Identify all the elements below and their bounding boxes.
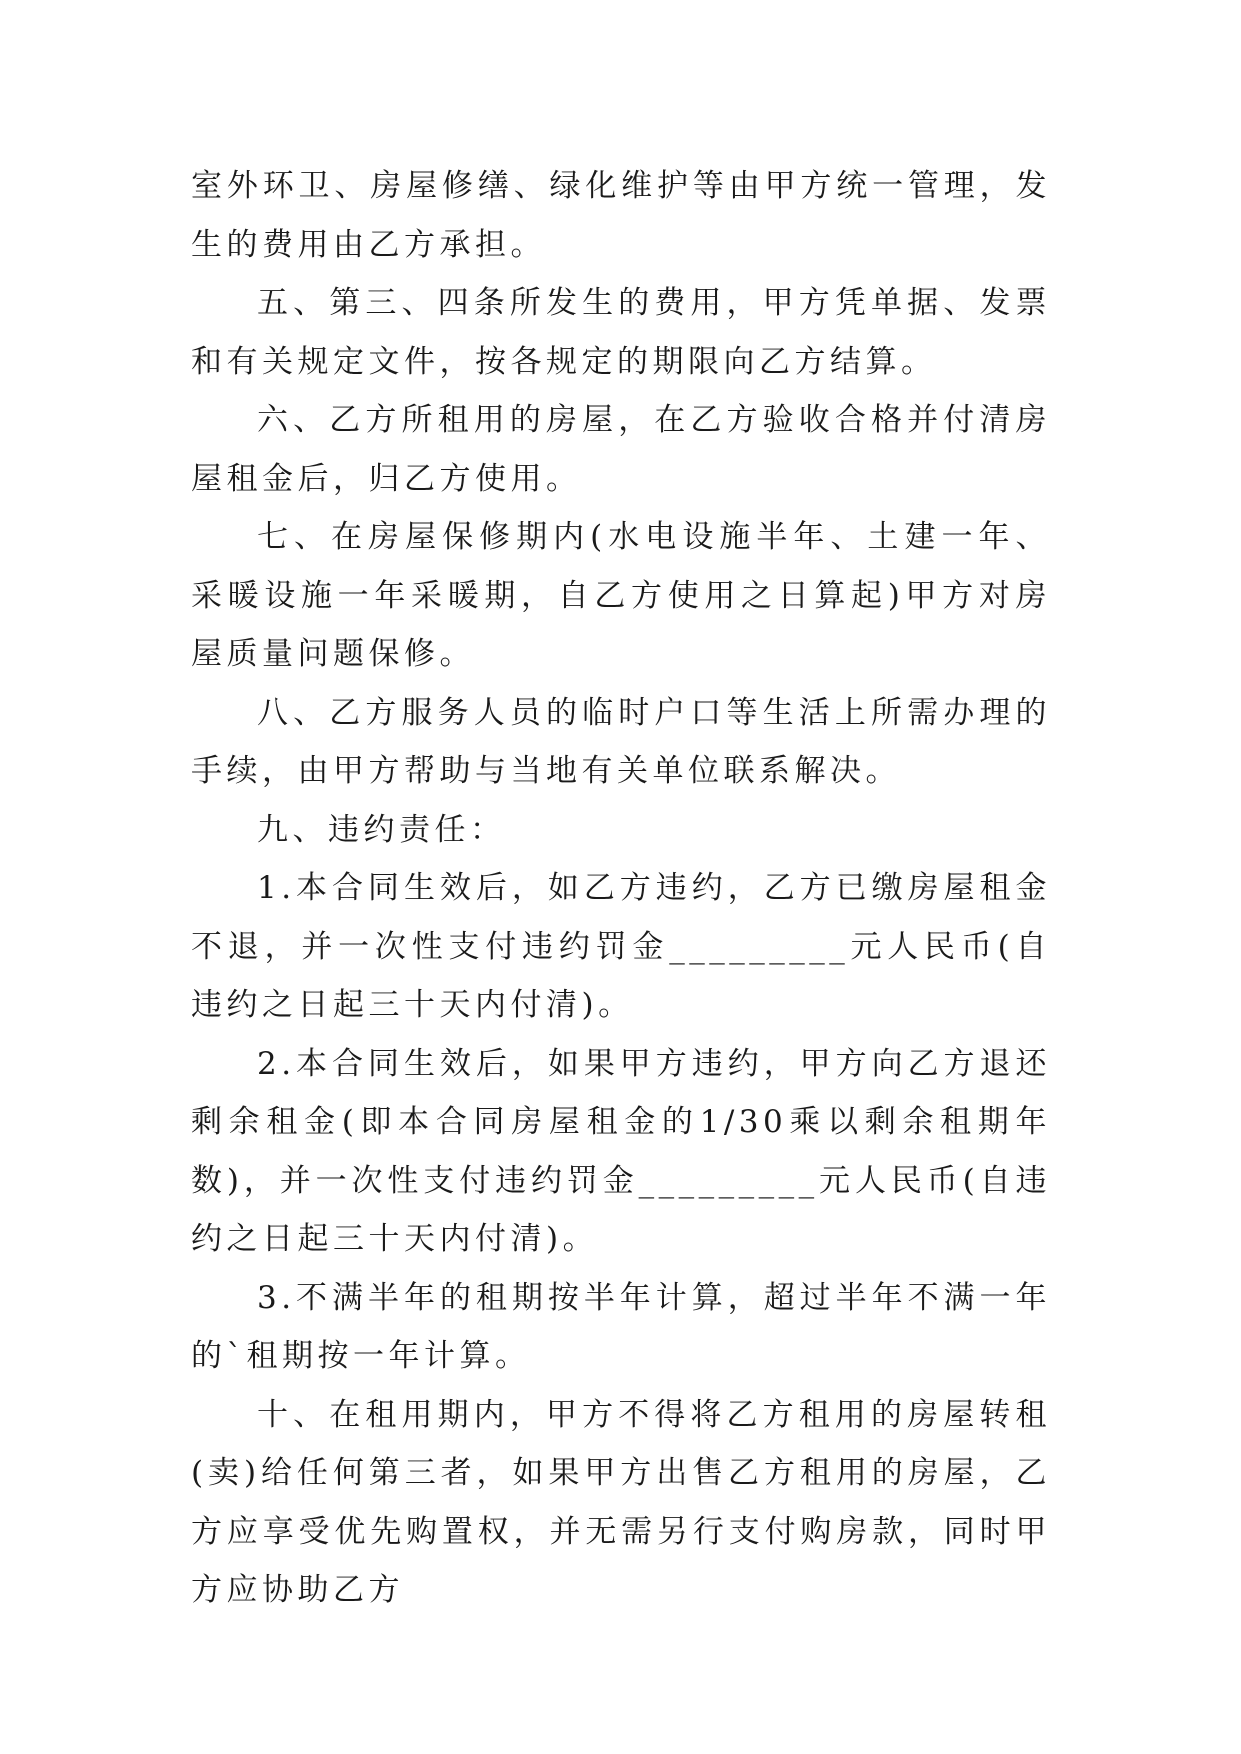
paragraph-clause-7: 七、在房屋保修期内(水电设施半年、土建一年、采暖设施一年采暖期，自乙方使用之日算起)甲方对房屋质量问题保修。 — [191, 519, 1051, 672]
paragraph-clause-6: 六、乙方所租用的房屋，在乙方验收合格并付清房屋租金后，归乙方使用。 — [191, 402, 1051, 497]
paragraph-clause-8: 八、乙方服务人员的临时户口等生活上所需办理的手续，由甲方帮助与当地有关单位联系解决。 — [191, 694, 1051, 789]
paragraph-clause-9-item-1: 1.本合同生效后，如乙方违约，乙方已缴房屋租金不退，并一次性支付违约罚金_________元人民币(自违约之日起三十天内付清)。 — [191, 870, 1051, 1023]
document-body — [191, 157, 1051, 1620]
paragraph-clause-5: 五、第三、四条所发生的费用，甲方凭单据、发票和有关规定文件，按各规定的期限向乙方结算。 — [191, 285, 1051, 380]
paragraph-continuation: 室外环卫、房屋修缮、绿化维护等由甲方统一管理，发生的费用由乙方承担。 — [191, 168, 1051, 263]
paragraph-clause-9-heading: 九、违约责任： — [257, 811, 506, 848]
paragraph-clause-9-item-3: 3.不满半年的租期按半年计算，超过半年不满一年的`租期按一年计算。 — [191, 1279, 1051, 1374]
paragraph-clause-9-item-2: 2.本合同生效后，如果甲方违约，甲方向乙方退还剩余租金(即本合同房屋租金的1/30乘以剩余租期年数)，并一次性支付违约罚金_________元人民币(自违约之日起三十天内付清)。 — [191, 1045, 1051, 1257]
paragraph-clause-10: 十、在租用期内，甲方不得将乙方租用的房屋转租(卖)给任何第三者，如果甲方出售乙方租用的房屋，乙方应享受优先购置权，并无需另行支付购房款，同时甲方应协助乙方 — [191, 1396, 1051, 1608]
